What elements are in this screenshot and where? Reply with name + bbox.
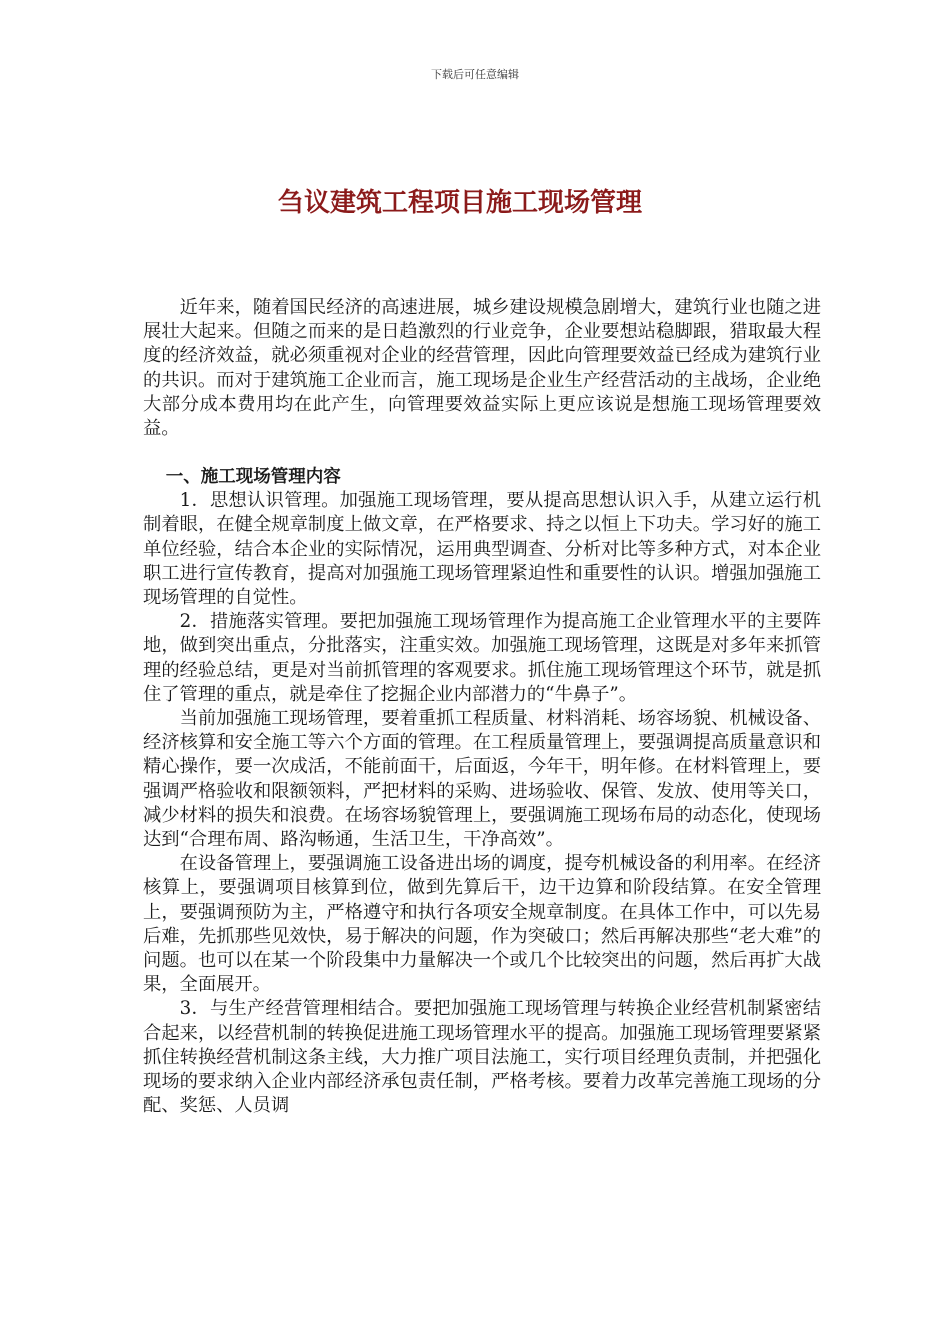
body-paragraph: 2．措施落实管理。要把加强施工现场管理作为提高施工企业管理水平的主要阵地，做到突出重点，分批落实，注重实效。加强施工现场管理，这既是对多年来抓管理的经验总结，更是对当前抓管理的客观要求。抓住施工现场管理这个环节，就是抓住了管理的重点，就是牵住了挖掘企业内部潜力的“牛鼻子”。 [143,611,821,705]
section-heading: 一、施工现场管理内容 [165,467,341,488]
document-title: 刍议建筑工程项目施工现场管理 [277,188,642,218]
body-paragraph: 当前加强施工现场管理，要着重抓工程质量、材料消耗、场容场貌、机械设备、经济核算和安全施工等六个方面的管理。在工程质量管理上，要强调提高质量意识和精心操作，要一次成活，不能前面干，后面返，今年干，明年修。在材料管理上，要强调严格验收和限额领料，严把材料的采购、进场验收、保管、发放、使用等关口，减少材料的损失和浪费。在场容场貌管理上，要强调施工现场布局的动态化，使现场达到“合理布周、路沟畅通，生活卫生，干净高效”。 [143,708,821,851]
body-paragraph: 在设备管理上，要强调施工设备进出场的调度，提夸机械设备的利用率。在经济核算上，要强调项目核算到位，做到先算后干，边干边算和阶段结算。在安全管理上，要强调预防为主，严格遵守和执行各项安全规章制度。在具体工作中，可以先易后难，先抓那些见效快，易于解决的问题，作为突破口；然后再解决那些“老大难”的问题。也可以在某一个阶段集中力量解决一个或几个比较突出的问题，然后再扩大战果，全面展开。 [143,853,821,996]
body-paragraph: 3．与生产经营管理相结合。要把加强施工现场管理与转换企业经营机制紧密结合起来，以经营机制的转换促进施工现场管理水平的提高。加强施工现场管理要紧紧抓住转换经营机制这条主线，大力推广项目法施工，实行项目经理负责制，并把强化现场的要求纳入企业内部经济承包责任制，严格考核。要着力改革完善施工现场的分配、奖惩、人员调 [143,998,821,1117]
document-body [143,296,821,1119]
header-note: 下载后可任意编辑 [431,68,519,81]
intro-paragraph: 近年来，随着国民经济的高速进展，城乡建设规模急剧增大，建筑行业也随之进展壮大起来。但随之而来的是日趋激烈的行业竞争，企业要想站稳脚跟，猎取最大程度的经济效益，就必须重视对企业的经营管理，因此向管理要效益已经成为建筑行业的共识。而对于建筑施工企业而言，施工现场是企业生产经营活动的主战场，企业绝大部分成本费用均在此产生，向管理要效益实际上更应该说是想施工现场管理要效益。 [143,297,821,440]
body-paragraph: 1．思想认识管理。加强施工现场管理，要从提高思想认识入手，从建立运行机制着眼，在健全规章制度上做文章，在严格要求、持之以恒上下功夫。学习好的施工单位经验，结合本企业的实际情况，运用典型调查、分析对比等多种方式，对本企业职工进行宣传教育，提高对加强施工现场管理紧迫性和重要性的认识。增强加强施工现场管理的自觉性。 [143,490,821,609]
